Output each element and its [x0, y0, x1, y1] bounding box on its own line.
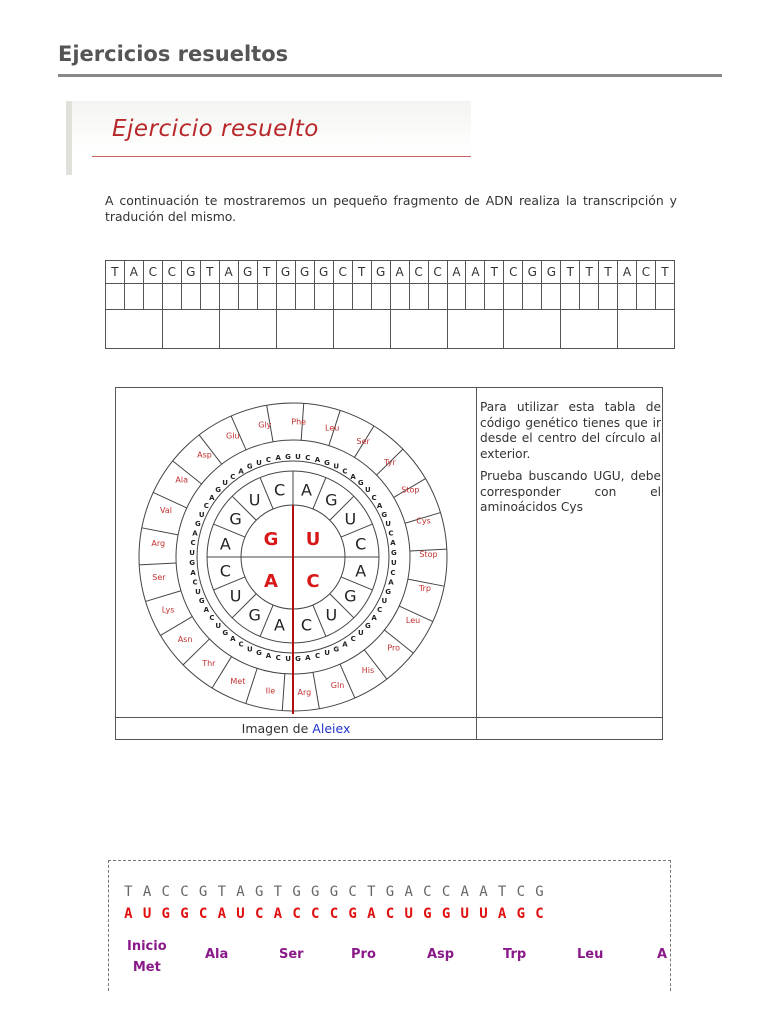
mrna-answer-cell[interactable]	[617, 284, 636, 310]
instructions-paragraph-2: Prueba buscando UGU, debe corresponder con el aminoácidos Cys	[480, 469, 661, 514]
wheel-third-base: A	[192, 529, 198, 538]
amino-acid-result: A	[657, 947, 668, 962]
wheel-third-base: C	[190, 539, 196, 548]
wheel-center-base: U	[305, 529, 321, 550]
amino-acid-result: Trp	[503, 947, 527, 962]
instructions-paragraph-1: Para utilizar esta tabla de código genético tienes que ir desde el centro del círculo al exterior.	[480, 400, 661, 461]
dna-base-cell: C	[409, 261, 428, 284]
wheel-second-base: G	[325, 490, 338, 510]
wheel-third-base: A	[371, 614, 377, 623]
wheel-center-base: C	[306, 571, 320, 592]
wheel-second-base: A	[300, 480, 312, 500]
amino-acid-result: Ser	[279, 947, 304, 962]
dna-base: G	[535, 884, 544, 900]
dna-base-cell: T	[599, 261, 618, 284]
wheel-third-base: C	[390, 568, 396, 577]
wheel-second-base: G	[344, 586, 357, 606]
amino-acid-label: Ser	[152, 572, 166, 582]
dna-base-cell: T	[485, 261, 504, 284]
page-title: Ejercicios resueltos	[58, 42, 289, 66]
wheel-second-base: G	[229, 509, 242, 529]
wheel-third-base: U	[256, 458, 262, 467]
dna-exercise-table	[105, 260, 675, 352]
mrna-base: C	[254, 906, 264, 922]
wheel-third-base: U	[198, 510, 205, 519]
mrna-answer-cell[interactable]	[447, 284, 466, 310]
amino-acid-answer-cell[interactable]	[617, 310, 674, 349]
amino-acid-label: Stop	[419, 550, 438, 560]
mrna-sequence-row	[119, 906, 549, 922]
mrna-base: C	[535, 906, 544, 922]
wheel-third-base: A	[314, 456, 321, 465]
genetic-code-wheel	[130, 394, 460, 714]
dna-base-cell: T	[580, 261, 599, 284]
wheel-third-base: A	[265, 651, 272, 660]
mrna-answer-cell[interactable]	[143, 284, 162, 310]
wheel-third-base: G	[215, 486, 222, 495]
mrna-base: G	[423, 906, 432, 922]
mrna-base: A	[273, 906, 283, 922]
amino-acid-answer-cell[interactable]	[106, 310, 163, 349]
dna-base: G	[292, 884, 301, 900]
wheel-third-base: G	[256, 649, 262, 658]
wheel-third-base: U	[333, 462, 340, 471]
dna-base-cell: G	[238, 261, 257, 284]
wheel-third-base: U	[358, 628, 364, 637]
amino-acid-answer-cell[interactable]	[333, 310, 390, 349]
outer-divider	[313, 672, 319, 708]
mrna-base: U	[460, 906, 469, 922]
mrna-answer-cell[interactable]	[428, 284, 447, 310]
amino-acid-label: Val	[160, 505, 172, 515]
mrna-answer-cell[interactable]	[542, 284, 561, 310]
ring-divider	[313, 605, 326, 636]
ring-divider	[260, 478, 273, 509]
mrna-answer-cell[interactable]	[162, 284, 181, 310]
mrna-base: A	[497, 906, 507, 922]
dna-base: G	[198, 884, 208, 900]
wheel-third-base: G	[324, 458, 330, 467]
genetic-code-box	[115, 387, 663, 740]
wheel-third-base: U	[189, 549, 195, 558]
wheel-third-base: G	[391, 549, 397, 558]
wheel-third-base: C	[230, 472, 236, 481]
amino-acid-label: Glu	[226, 431, 240, 441]
wheel-third-base: A	[342, 640, 348, 649]
amino-acid-answer-cell[interactable]	[447, 310, 504, 349]
wheel-third-base: G	[222, 628, 229, 637]
wheel-third-base: C	[342, 467, 348, 476]
amino-acid-label: Ala	[175, 475, 189, 485]
wheel-third-base: A	[390, 539, 396, 548]
dna-base-cell: G	[542, 261, 561, 284]
solution-box	[108, 860, 671, 991]
dna-base: G	[385, 884, 395, 900]
mrna-answer-cell[interactable]	[504, 284, 523, 310]
mrna-answer-cell[interactable]	[106, 284, 125, 310]
mrna-answer-cell[interactable]	[352, 284, 371, 310]
wheel-third-base: U	[246, 645, 253, 654]
mrna-base: A	[124, 906, 133, 922]
dna-base: C	[516, 884, 525, 900]
dna-base-cell: T	[352, 261, 371, 284]
mrna-answer-cell[interactable]	[295, 284, 314, 310]
wheel-third-base: C	[388, 529, 394, 538]
wheel-second-base: U	[248, 490, 261, 510]
wheel-second-base: C	[219, 561, 231, 581]
mrna-answer-cell[interactable]	[561, 284, 580, 310]
wheel-third-base: G	[333, 645, 340, 654]
mrna-base: G	[348, 906, 357, 922]
dna-base-cell: G	[276, 261, 295, 284]
amino-acid-label: Gln	[330, 680, 345, 690]
dna-base: C	[423, 884, 432, 900]
dna-base: G	[254, 884, 264, 900]
wheel-third-base: A	[376, 502, 383, 511]
wheel-third-base: U	[324, 649, 330, 658]
dna-base-cell: C	[428, 261, 447, 284]
dna-base-cell: C	[162, 261, 181, 284]
mrna-base: U	[404, 906, 413, 922]
wheel-third-base: C	[203, 502, 209, 511]
dna-base-cell: G	[181, 261, 200, 284]
amino-acid-label: Thr	[202, 659, 216, 669]
dna-base: G	[329, 884, 339, 900]
amino-acid-label: Lys	[161, 605, 175, 615]
mrna-answer-cell[interactable]	[333, 284, 352, 310]
mrna-answer-cell[interactable]	[200, 284, 219, 310]
mrna-answer-cell[interactable]	[599, 284, 618, 310]
mrna-answer-cell[interactable]	[314, 284, 333, 310]
wheel-third-base: C	[314, 651, 321, 660]
wheel-third-base: U	[195, 588, 201, 597]
wheel-second-base: U	[344, 509, 357, 529]
mrna-answer-cell[interactable]	[466, 284, 485, 310]
outer-divider	[142, 528, 178, 535]
mrna-answer-cell[interactable]	[655, 284, 674, 310]
outer-divider	[139, 563, 176, 565]
amino-acid-answer-cell[interactable]	[276, 310, 333, 349]
wheel-third-base: U	[215, 621, 222, 630]
wheel-third-base: G	[246, 462, 253, 471]
dna-base: C	[180, 884, 189, 900]
dna-base-cell: G	[295, 261, 314, 284]
outer-divider	[282, 674, 285, 711]
dna-base: T	[217, 884, 226, 900]
dna-base: C	[161, 884, 170, 900]
wheel-third-base: G	[189, 558, 195, 567]
wheel-third-base: A	[203, 605, 210, 614]
amino-acid-label: Arg	[297, 688, 312, 698]
wheel-third-base: G	[385, 588, 391, 597]
amino-acid-answer-cell[interactable]	[390, 310, 447, 349]
dna-base-cell: T	[257, 261, 276, 284]
wheel-third-base: C	[238, 640, 244, 649]
mrna-base: G	[180, 906, 189, 922]
mrna-answer-cell[interactable]	[238, 284, 257, 310]
dna-base: T	[497, 884, 507, 900]
wheel-third-base: U	[385, 519, 391, 528]
amino-acid-result: Pro	[351, 947, 376, 962]
amino-acid-label: Cys	[416, 516, 431, 526]
dna-base-cell: A	[447, 261, 466, 284]
wheel-third-base: G	[357, 479, 364, 488]
ring-divider	[313, 478, 326, 509]
dna-base: A	[236, 884, 245, 900]
mrna-base: C	[198, 906, 208, 922]
wheel-second-base: G	[248, 605, 261, 625]
amino-acid-result: Leu	[577, 947, 604, 962]
caption-author-link[interactable]: Aleiex	[312, 721, 351, 736]
wheel-center-base: A	[264, 571, 278, 592]
dna-base: A	[479, 884, 488, 900]
dna-base-cell: C	[333, 261, 352, 284]
amino-acid-label: Ser	[356, 437, 370, 447]
mrna-base: A	[217, 906, 226, 922]
dna-base: T	[367, 884, 376, 900]
outer-divider	[246, 668, 257, 703]
wheel-third-base: A	[209, 493, 215, 502]
wheel-third-base: U	[364, 486, 371, 495]
wheel-third-base: U	[381, 597, 388, 606]
caption-prefix: Imagen de	[241, 721, 309, 736]
wheel-third-base: G	[381, 510, 388, 519]
dna-base-cell: A	[466, 261, 485, 284]
amino-acid-answer-cell[interactable]	[504, 310, 561, 349]
amino-acid-label: Pro	[387, 643, 401, 653]
amino-acid-result: Asp	[427, 947, 455, 962]
amino-acid-result: Ala	[205, 947, 229, 962]
outer-divider	[160, 617, 192, 636]
mrna-base: C	[385, 906, 395, 922]
ring-divider	[260, 605, 273, 636]
wheel-third-base: C	[350, 635, 356, 644]
wheel-third-base: U	[222, 479, 228, 488]
wheel-second-base: C	[355, 534, 367, 554]
outer-divider	[146, 591, 181, 602]
wheel-third-base: A	[388, 578, 394, 587]
mrna-base: C	[311, 906, 320, 922]
mrna-base: G	[161, 906, 170, 922]
dna-base-cell: A	[124, 261, 143, 284]
wheel-third-base: C	[305, 454, 311, 463]
amino-acid-label: Gly	[258, 420, 272, 430]
wheel-third-base: U	[391, 558, 397, 567]
amino-acid-label: Tyr	[383, 458, 396, 468]
mrna-base: A	[367, 906, 376, 922]
dna-base-cell: G	[371, 261, 390, 284]
mrna-base: G	[441, 906, 451, 922]
wheel-second-base: A	[219, 534, 231, 554]
wheel-third-base: A	[230, 635, 236, 644]
dna-base-cell: C	[143, 261, 162, 284]
mrna-base: G	[516, 906, 525, 922]
amino-acid-result: Inicio Met	[127, 939, 167, 975]
dna-base: T	[273, 884, 283, 900]
dna-base-cell: T	[561, 261, 580, 284]
wheel-instructions	[480, 400, 661, 523]
banner-title: Ejercicio resuelto	[112, 116, 319, 142]
banner-underline	[92, 156, 471, 157]
dna-base: C	[348, 884, 357, 900]
dna-base: T	[124, 884, 133, 900]
image-caption	[116, 721, 476, 736]
dna-base: A	[460, 884, 469, 900]
dna-base-cell: T	[200, 261, 219, 284]
dna-table-grid	[105, 260, 675, 349]
mrna-base: C	[329, 906, 339, 922]
wheel-second-base: A	[274, 615, 286, 635]
mrna-answer-cell[interactable]	[636, 284, 655, 310]
mrna-answer-cell[interactable]	[523, 284, 542, 310]
wheel-third-base: C	[275, 653, 281, 662]
mrna-base: U	[142, 906, 152, 922]
mrna-base: C	[292, 906, 301, 922]
dna-base-cell: A	[219, 261, 238, 284]
dna-base: G	[311, 884, 320, 900]
wheel-third-base: C	[371, 493, 377, 502]
amino-acid-answer-cell[interactable]	[219, 310, 276, 349]
wheel-second-base: U	[325, 605, 338, 625]
wheel-third-base: C	[192, 578, 198, 587]
wheel-third-base: A	[305, 653, 311, 662]
amino-acid-label: Ile	[265, 686, 276, 696]
dna-base-cell: G	[523, 261, 542, 284]
amino-acid-label: Arg	[151, 538, 166, 548]
amino-acid-label: Phe	[291, 417, 307, 427]
wheel-third-base: U	[285, 654, 291, 663]
wheel-third-base: A	[350, 472, 356, 481]
amino-acid-answer-cell[interactable]	[162, 310, 219, 349]
dna-base-cell: G	[314, 261, 333, 284]
wheel-second-base: U	[229, 586, 242, 606]
wheel-third-base: A	[275, 454, 281, 463]
mrna-answer-cell[interactable]	[371, 284, 390, 310]
wheel-third-base: G	[295, 654, 301, 663]
mrna-answer-cell[interactable]	[257, 284, 276, 310]
dna-base-cell: C	[504, 261, 523, 284]
wheel-third-base: A	[238, 467, 244, 476]
amino-acid-label: Leu	[405, 615, 421, 625]
exercise-banner	[66, 101, 471, 175]
mrna-answer-cell[interactable]	[181, 284, 200, 310]
wheel-second-base: C	[273, 480, 286, 500]
wheel-third-base: A	[190, 568, 196, 577]
dna-base: A	[142, 884, 152, 900]
amino-acid-label: Stop	[401, 485, 420, 495]
wheel-third-base: G	[285, 453, 291, 462]
wheel-second-base: A	[355, 561, 367, 581]
amino-acid-answer-cell[interactable]	[561, 310, 618, 349]
mrna-answer-cell[interactable]	[409, 284, 428, 310]
amino-acid-label: His	[361, 665, 375, 675]
dna-base: C	[441, 884, 451, 900]
dna-base-cell: T	[655, 261, 674, 284]
dna-base: A	[404, 884, 413, 900]
mrna-answer-cell[interactable]	[390, 284, 409, 310]
wheel-third-base: G	[198, 597, 205, 606]
amino-acid-label: Trp	[418, 583, 431, 593]
mrna-base: U	[236, 906, 245, 922]
title-divider	[58, 74, 722, 77]
wheel-third-base: C	[377, 605, 383, 614]
wheel-center-base: G	[263, 529, 279, 550]
intro-paragraph: A continuación te mostraremos un pequeño fragmento de ADN realiza la transcripción y tradución del mismo.	[105, 193, 677, 224]
dna-base-cell: A	[390, 261, 409, 284]
wheel-third-base: C	[209, 614, 215, 623]
amino-acid-label: Leu	[325, 423, 340, 433]
wheel-third-base: C	[265, 456, 272, 465]
mrna-answer-cell[interactable]	[124, 284, 143, 310]
amino-acid-label: Asp	[197, 450, 212, 460]
amino-acid-label: Met	[230, 676, 246, 686]
wheel-third-base: G	[364, 621, 371, 630]
amino-acid-label: Asn	[177, 634, 193, 644]
mrna-answer-cell[interactable]	[580, 284, 599, 310]
dna-base-cell: A	[617, 261, 636, 284]
dna-sequence-row	[119, 884, 549, 900]
mrna-answer-cell[interactable]	[485, 284, 504, 310]
mrna-answer-cell[interactable]	[276, 284, 295, 310]
mrna-answer-cell[interactable]	[219, 284, 238, 310]
wheel-second-base: C	[300, 615, 313, 635]
dna-base-cell: T	[106, 261, 125, 284]
wheel-third-base: U	[295, 453, 301, 462]
dna-base-cell: C	[636, 261, 655, 284]
mrna-base: U	[479, 906, 488, 922]
wheel-third-base: G	[195, 519, 201, 528]
